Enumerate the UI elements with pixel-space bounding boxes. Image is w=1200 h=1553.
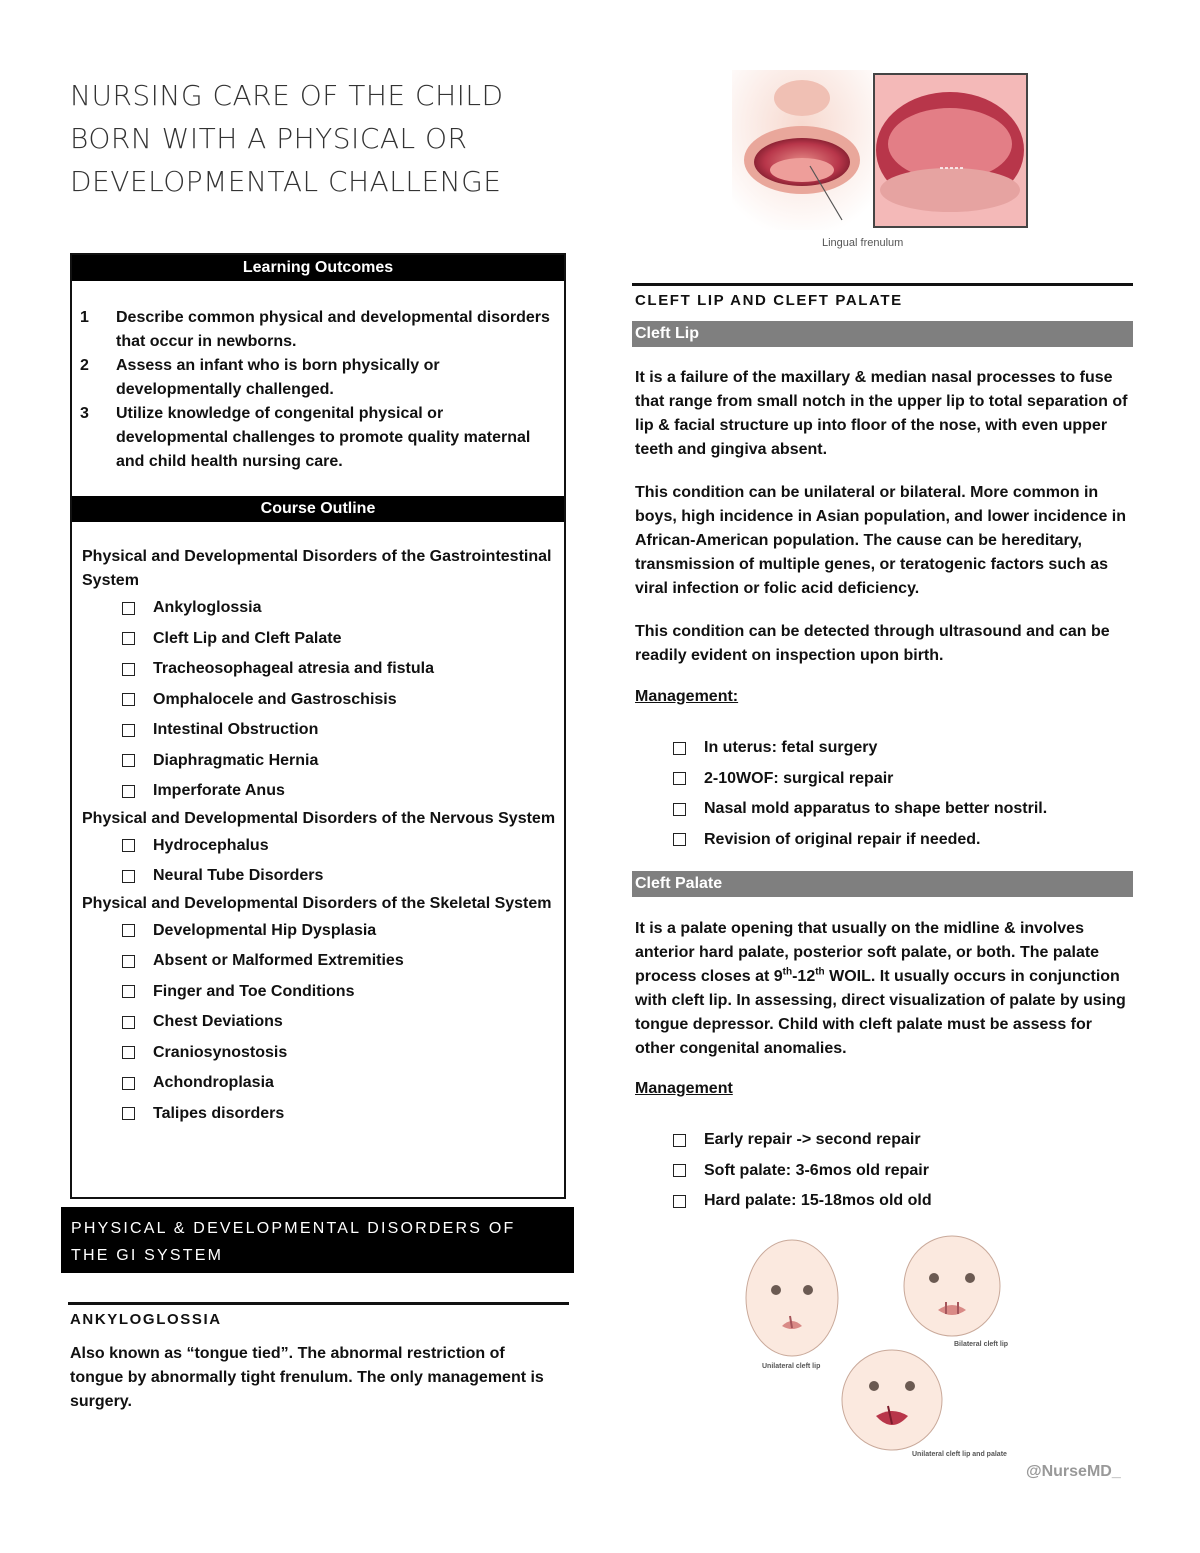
outline-item-label: Finger and Toe Conditions bbox=[153, 982, 355, 1000]
frenulum-caption: Lingual frenulum bbox=[822, 237, 904, 249]
outline-item-label: Imperforate Anus bbox=[153, 782, 285, 800]
management-item-label: Early repair -> second repair bbox=[704, 1131, 921, 1149]
outline-item[interactable] bbox=[82, 685, 558, 716]
outline-item[interactable] bbox=[82, 654, 558, 685]
checkbox-icon[interactable] bbox=[122, 1016, 135, 1029]
outline-group-title: Physical and Developmental Disorders of the Nervous System bbox=[82, 809, 556, 827]
outcome-number: 2 bbox=[80, 357, 89, 374]
cleft-palate-para bbox=[635, 917, 1130, 1061]
cleft-palate-management-label: Management bbox=[635, 1080, 733, 1097]
outline-item[interactable] bbox=[82, 776, 558, 807]
outline-item[interactable] bbox=[82, 715, 558, 746]
outline-item-label: Hydrocephalus bbox=[153, 836, 269, 854]
management-item[interactable] bbox=[673, 1156, 932, 1187]
checkbox-icon[interactable] bbox=[122, 1077, 135, 1090]
outline-item[interactable] bbox=[82, 593, 558, 624]
outcome-text: Utilize knowledge of congenital physical or developmental challenges to promote quality maternal and child health nursing care. bbox=[116, 405, 531, 470]
gi-system-banner bbox=[61, 1207, 574, 1273]
outcome-text: Describe common physical and developmental disorders that occur in newborns. bbox=[116, 309, 550, 350]
infant-face-lip-and-palate bbox=[842, 1350, 1007, 1458]
cleft-lip-subheader: Cleft Lip bbox=[632, 321, 1133, 347]
lingual-frenulum-photo bbox=[732, 70, 1032, 255]
outline-item[interactable] bbox=[82, 1038, 558, 1069]
course-outline-list bbox=[82, 545, 558, 1129]
management-item-label: Hard palate: 15-18mos old old bbox=[704, 1192, 932, 1210]
infant-face-unilateral bbox=[746, 1240, 838, 1370]
outcome-item bbox=[80, 402, 554, 474]
checkbox-icon[interactable] bbox=[122, 724, 135, 737]
management-item[interactable] bbox=[673, 733, 1047, 764]
learning-outcomes-list bbox=[72, 281, 564, 474]
outline-item-label: Developmental Hip Dysplasia bbox=[153, 921, 377, 939]
watermark: @NurseMD_ bbox=[1026, 1463, 1121, 1480]
outline-item[interactable] bbox=[82, 1068, 558, 1099]
checkbox-icon[interactable] bbox=[122, 754, 135, 767]
checkbox-icon[interactable] bbox=[122, 602, 135, 615]
infant-face-bilateral bbox=[904, 1236, 1008, 1348]
course-outline-header: Course Outline bbox=[72, 496, 564, 522]
outline-item-label: Absent or Malformed Extremities bbox=[153, 952, 404, 970]
checkbox-icon[interactable] bbox=[673, 1164, 686, 1177]
checkbox-icon[interactable] bbox=[673, 833, 686, 846]
management-item[interactable] bbox=[673, 825, 1047, 856]
outline-item-label: Craniosynostosis bbox=[153, 1043, 288, 1061]
checkbox-icon[interactable] bbox=[122, 985, 135, 998]
checkbox-icon[interactable] bbox=[673, 1134, 686, 1147]
ankyloglossia-text: Also known as “tongue tied”. The abnormal restriction of tongue by abnormally tight frenulum. The only management is surgery. bbox=[70, 1345, 544, 1410]
label-unilateral-cleft-lip-palate: Unilateral cleft lip and palate bbox=[912, 1451, 1007, 1458]
outline-item-label: Chest Deviations bbox=[153, 1013, 283, 1031]
cleft-palate-text-a: It is a palate opening that usually on the midline & involves anterior hard palate, posterior soft palate, or both. The palate process closes at 9 bbox=[635, 920, 1100, 985]
title-line-3: DEVELOPMENTAL CHALLENGE bbox=[70, 165, 502, 198]
checkbox-icon[interactable] bbox=[122, 663, 135, 676]
cleft-lip-para-2: This condition can be unilateral or bilateral. More common in boys, high incidence in Asian population, and lower incidence in African-American population. The cause can be hereditary, transmission of multiple genes, or teratogenic factors such as viral infection or folic acid deficiency. bbox=[635, 484, 1127, 597]
outline-item[interactable] bbox=[82, 746, 558, 777]
outline-group-title: Physical and Developmental Disorders of the Gastrointestinal System bbox=[82, 548, 552, 589]
cleft-palate-sup-2: th bbox=[815, 966, 825, 978]
cleft-lip-illustration bbox=[742, 1228, 1032, 1463]
management-item-label: In uterus: fetal surgery bbox=[704, 739, 878, 757]
outline-item[interactable] bbox=[82, 1007, 558, 1038]
management-item[interactable] bbox=[673, 794, 1047, 825]
outline-item[interactable] bbox=[82, 861, 558, 892]
checkbox-icon[interactable] bbox=[122, 1046, 135, 1059]
outline-item-label: Omphalocele and Gastroschisis bbox=[153, 690, 397, 708]
section-divider bbox=[632, 283, 1133, 286]
checkbox-icon[interactable] bbox=[673, 1195, 686, 1208]
cleft-palate-management-list bbox=[673, 1125, 932, 1217]
outcomes-outline-box bbox=[70, 253, 566, 1199]
outline-item-label: Diaphragmatic Hernia bbox=[153, 751, 319, 769]
management-item-label: 2-10WOF: surgical repair bbox=[704, 769, 894, 787]
outcome-item bbox=[80, 306, 554, 354]
outline-item-label: Tracheosophageal atresia and fistula bbox=[153, 660, 434, 678]
checkbox-icon[interactable] bbox=[122, 785, 135, 798]
management-item[interactable] bbox=[673, 1125, 932, 1156]
management-item[interactable] bbox=[673, 764, 1047, 795]
cleft-palate-sup-1: th bbox=[782, 966, 793, 978]
learning-outcomes-header: Learning Outcomes bbox=[72, 255, 564, 281]
cleft-lip-management-list bbox=[673, 733, 1047, 855]
checkbox-icon[interactable] bbox=[122, 632, 135, 645]
management-item-label: Revision of original repair if needed. bbox=[704, 830, 981, 848]
cleft-lip-management-label: Management: bbox=[635, 688, 739, 705]
cleft-heading: CLEFT LIP AND CLEFT PALATE bbox=[635, 292, 903, 309]
outline-item-label: Neural Tube Disorders bbox=[153, 867, 324, 885]
outline-item[interactable] bbox=[82, 916, 558, 947]
gi-banner-line-1: PHYSICAL & DEVELOPMENTAL DISORDERS OF bbox=[71, 1220, 516, 1237]
management-item-label: Nasal mold apparatus to shape better nostril. bbox=[704, 800, 1048, 818]
cleft-palate-text-b: -12 bbox=[792, 968, 816, 985]
checkbox-icon[interactable] bbox=[122, 693, 135, 706]
checkbox-icon[interactable] bbox=[673, 803, 686, 816]
cleft-palate-text-c: WOIL. It usually occurs in conjunction with cleft lip. In assessing, direct visualization of palate by using tongue depressor. Child with cleft palate must be assess for other congenital anomalies. bbox=[635, 968, 1126, 1057]
title-line-2: BORN WITH A PHYSICAL OR bbox=[70, 122, 468, 155]
section-divider bbox=[68, 1302, 569, 1305]
outline-item[interactable] bbox=[82, 831, 558, 862]
document-title bbox=[70, 74, 590, 203]
closeup-lower-lip bbox=[880, 168, 1020, 212]
outline-item[interactable] bbox=[82, 1099, 558, 1130]
label-bilateral-cleft-lip: Bilateral cleft lip bbox=[954, 1341, 1009, 1348]
gi-banner-line-2: THE GI SYSTEM bbox=[71, 1247, 224, 1264]
management-item-label: Soft palate: 3-6mos old repair bbox=[704, 1161, 929, 1179]
checkbox-icon[interactable] bbox=[673, 742, 686, 755]
outcome-number: 1 bbox=[80, 309, 89, 326]
infant-nose bbox=[774, 80, 830, 116]
checkbox-icon[interactable] bbox=[673, 772, 686, 785]
outline-item-label: Talipes disorders bbox=[153, 1104, 285, 1122]
outline-item-label: Intestinal Obstruction bbox=[153, 721, 319, 739]
checkbox-icon[interactable] bbox=[122, 955, 135, 968]
outline-group-title: Physical and Developmental Disorders of the Skeletal System bbox=[82, 894, 552, 912]
outline-item[interactable] bbox=[82, 624, 558, 655]
cleft-lip-para-1: It is a failure of the maxillary & median nasal processes to fuse that range from small notch in the upper lip to total separation of lip & facial structure up into floor of the nose, with even upper teeth and gingiva absent. bbox=[635, 369, 1128, 458]
outcome-item bbox=[80, 354, 554, 402]
outline-item-label: Achondroplasia bbox=[153, 1074, 274, 1092]
ankyloglossia-heading: ANKYLOGLOSSIA bbox=[70, 1311, 222, 1328]
outcome-text: Assess an infant who is born physically or developmentally challenged. bbox=[116, 357, 440, 398]
outline-item-label: Cleft Lip and Cleft Palate bbox=[153, 629, 342, 647]
title-line-1: NURSING CARE OF THE CHILD bbox=[70, 79, 504, 112]
checkbox-icon[interactable] bbox=[122, 924, 135, 937]
outcome-number: 3 bbox=[80, 405, 89, 422]
checkbox-icon[interactable] bbox=[122, 870, 135, 883]
checkbox-icon[interactable] bbox=[122, 839, 135, 852]
outline-item[interactable] bbox=[82, 946, 558, 977]
outline-item-label: Ankyloglossia bbox=[153, 599, 262, 617]
management-item[interactable] bbox=[673, 1186, 932, 1217]
checkbox-icon[interactable] bbox=[122, 1107, 135, 1120]
outline-item[interactable] bbox=[82, 977, 558, 1008]
cleft-lip-para-3: This condition can be detected through ultrasound and can be readily evident on inspection upon birth. bbox=[635, 623, 1110, 664]
label-unilateral-cleft-lip: Unilateral cleft lip bbox=[762, 1363, 821, 1370]
infant-tongue bbox=[770, 158, 834, 182]
cleft-palate-subheader: Cleft Palate bbox=[632, 871, 1133, 897]
